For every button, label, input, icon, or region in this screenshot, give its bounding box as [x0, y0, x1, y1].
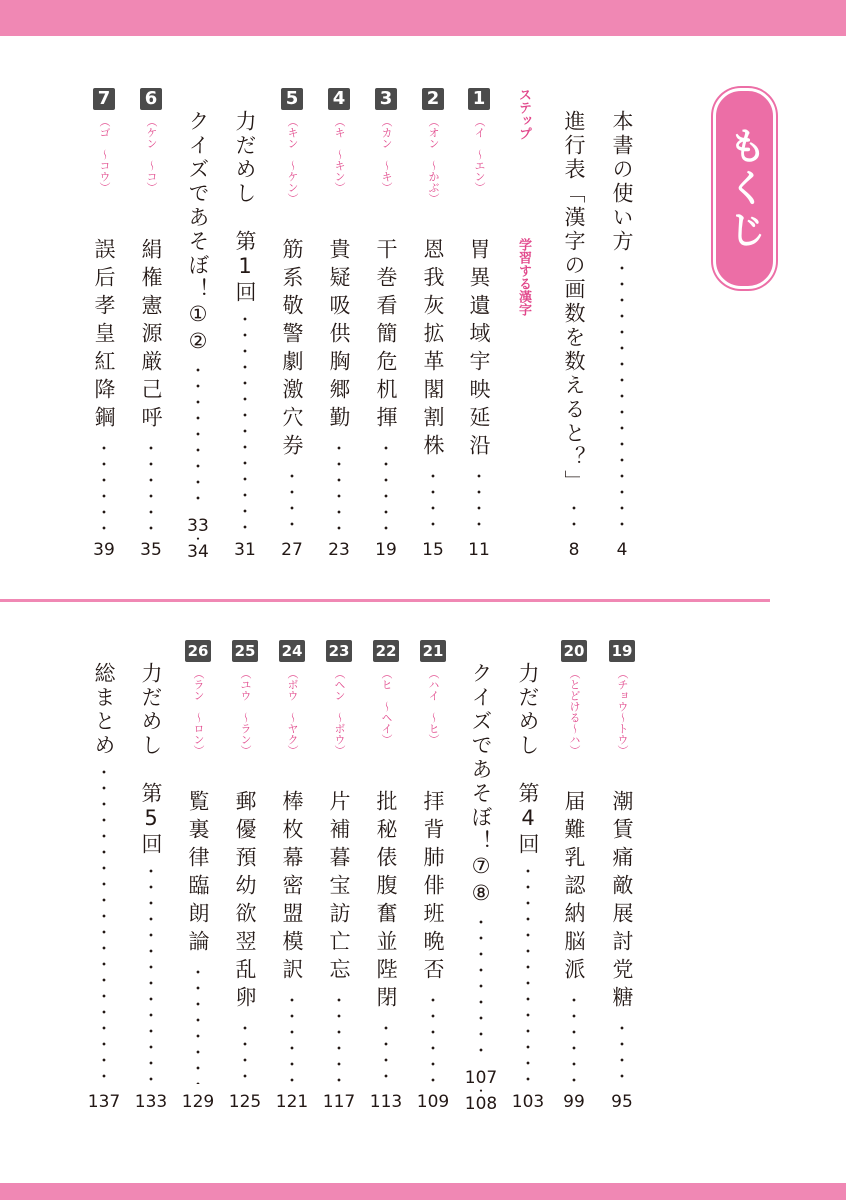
step-reading: （ヒ 〜ヘイ） — [380, 668, 393, 745]
step-reading: （ラン 〜ロン） — [192, 668, 205, 756]
step-reading: （キ 〜キン） — [333, 116, 346, 193]
page-number: 125 — [228, 1092, 262, 1112]
step-reading: （ボウ 〜ヤク） — [286, 668, 299, 756]
toc-entry-title: 力だめし 第4回 — [516, 662, 540, 857]
dot-leader — [337, 992, 341, 1084]
page-number: 133 — [134, 1092, 168, 1112]
dot-leader — [526, 863, 530, 1084]
page-number: 19 — [375, 540, 397, 560]
step-kanji-list: 胃異遺域宇映延沿 — [467, 238, 491, 462]
toc-entry-title: クイズであそぼ！⑦⑧ — [469, 662, 493, 908]
step-reading: （ユウ 〜ラン） — [239, 668, 252, 756]
page-number: 95 — [611, 1092, 633, 1112]
dot-leader — [620, 1020, 624, 1084]
step-number-badge: 25 — [232, 640, 258, 662]
kanji-header: 学習する漢字 — [516, 238, 531, 316]
step-kanji-list: 拝背肺俳班晩否 — [421, 790, 445, 986]
step-kanji-list: 届難乳認納脳派 — [562, 790, 586, 986]
step-number-badge: 21 — [420, 640, 446, 662]
step-header: ステップ — [516, 88, 531, 140]
step-kanji-list: 誤后孝皇紅降鋼 — [92, 238, 116, 434]
toc-entry-title: 本書の使い方 — [610, 110, 634, 254]
toc-row[interactable] — [135, 0, 167, 1200]
toc-entry-title: 進行表「漢字の画数を数えると？」 — [562, 110, 586, 494]
toc-step-row[interactable] — [323, 0, 355, 1200]
step-number-badge: 19 — [609, 640, 635, 662]
step-kanji-list: 絹権憲源厳己呼 — [139, 238, 163, 434]
step-reading: （カン 〜キ） — [380, 116, 393, 193]
toc-row[interactable] — [88, 0, 120, 1200]
page-number: 23 — [328, 540, 350, 560]
step-kanji-list: 片補暮宝訪亡忘 — [327, 790, 351, 986]
dot-leader — [572, 992, 576, 1084]
page-number: 8 — [568, 540, 580, 560]
toc-entry-title: 力だめし 第5回 — [139, 662, 163, 857]
toc-title: もくじ — [722, 125, 766, 252]
step-kanji-list: 恩我灰拡革閣割株 — [421, 238, 445, 462]
toc-step-row[interactable] — [229, 0, 261, 1200]
step-reading: （キン 〜ケン） — [286, 116, 299, 204]
step-reading: （イ 〜エン） — [473, 116, 486, 193]
page-number: 113 — [369, 1092, 403, 1112]
toc-row[interactable] — [465, 0, 497, 1200]
dot-leader — [384, 1020, 388, 1084]
step-number-badge: 3 — [375, 88, 397, 110]
step-kanji-list: 棒枚幕密盟模訳 — [280, 790, 304, 986]
toc-title-box — [713, 88, 776, 289]
page-number: 27 — [281, 540, 303, 560]
dot-leader — [431, 992, 435, 1084]
step-number-badge: 20 — [561, 640, 587, 662]
page-number: 39 — [93, 540, 115, 560]
step-kanji-list: 干巻看簡危机揮 — [374, 238, 398, 434]
dot-leader — [149, 863, 153, 1084]
step-number-badge: 26 — [185, 640, 211, 662]
page-number: 117 — [322, 1092, 356, 1112]
toc-row[interactable] — [512, 0, 544, 1200]
step-kanji-list: 貴疑吸供胸郷勤 — [327, 238, 351, 434]
page-number: 35 — [140, 540, 162, 560]
step-kanji-list: 潮賃痛敵展討党糖 — [610, 790, 634, 1014]
page-number: 121 — [275, 1092, 309, 1112]
step-number-badge: 22 — [373, 640, 399, 662]
step-kanji-list: 郵優預幼欲翌乱卵 — [233, 790, 257, 1014]
step-reading: （チョウ〜トウ） — [616, 668, 629, 756]
toc-step-row[interactable] — [558, 0, 590, 1200]
toc-entry-title: 総まとめ — [92, 662, 116, 758]
dot-leader — [196, 964, 200, 1084]
step-kanji-list: 批秘俵腹奮並陛閉 — [374, 790, 398, 1014]
step-reading: （ケン 〜コ） — [145, 116, 158, 193]
dot-leader — [290, 992, 294, 1084]
step-reading: （とどける〜ハ） — [568, 668, 581, 756]
page-number: 31 — [234, 540, 256, 560]
page-number: 109 — [416, 1092, 450, 1112]
page-number: 99 — [563, 1092, 585, 1112]
page-number: 33 ・ 34 — [187, 516, 209, 562]
step-number-badge: 4 — [328, 88, 350, 110]
step-number-badge: 7 — [93, 88, 115, 110]
toc-step-row[interactable] — [417, 0, 449, 1200]
step-reading: （オン 〜かぶ） — [427, 116, 440, 204]
step-reading: （ヘン 〜ボウ） — [333, 668, 346, 756]
step-reading: （ゴ 〜コウ） — [98, 116, 111, 193]
step-number-badge: 1 — [468, 88, 490, 110]
toc-step-row[interactable] — [370, 0, 402, 1200]
page-number: 15 — [422, 540, 444, 560]
toc-step-row[interactable] — [182, 0, 214, 1200]
toc-step-row[interactable] — [606, 0, 638, 1200]
step-number-badge: 6 — [140, 88, 162, 110]
toc-entry-title: クイズであそぼ！①② — [186, 110, 210, 356]
page-number: 107 ・ 108 — [464, 1068, 498, 1114]
dot-leader — [479, 914, 483, 1058]
page-number: 129 — [181, 1092, 215, 1112]
step-number-badge: 24 — [279, 640, 305, 662]
step-number-badge: 2 — [422, 88, 444, 110]
toc-entry-title: 力だめし 第1回 — [233, 110, 257, 305]
toc-step-row[interactable] — [276, 0, 308, 1200]
step-kanji-list: 覧裏律臨朗論 — [186, 790, 210, 958]
step-number-badge: 23 — [326, 640, 352, 662]
step-number-badge: 5 — [281, 88, 303, 110]
page-number: 4 — [616, 540, 628, 560]
dot-leader — [243, 1020, 247, 1084]
dot-leader — [102, 764, 106, 1084]
page-number: 137 — [87, 1092, 121, 1112]
step-reading: （ハイ 〜ヒ） — [427, 668, 440, 745]
step-kanji-list: 筋系敬警劇激穴券 — [280, 238, 304, 462]
page-number: 103 — [511, 1092, 545, 1112]
page-number: 11 — [468, 540, 490, 560]
